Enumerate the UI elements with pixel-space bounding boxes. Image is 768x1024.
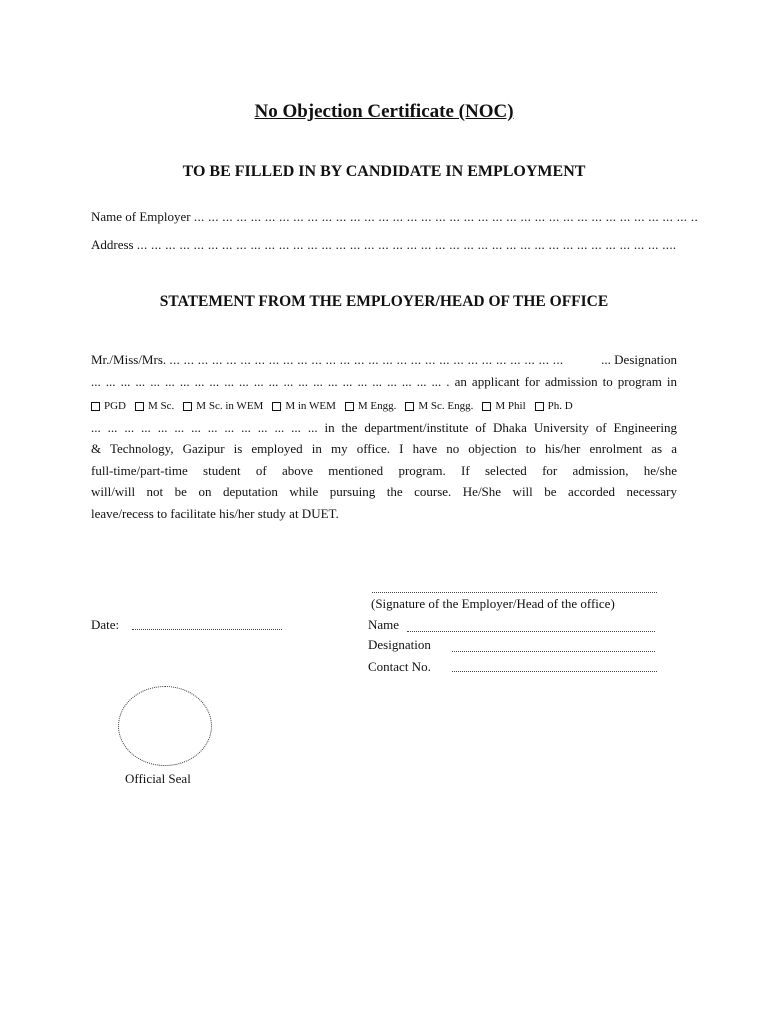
candidate-name-line[interactable]: [91, 352, 677, 368]
candidate-name-dots: ... ... ... ... ... ... ... ... ... ... ... ... ... ... ... ... ... ... ... ... ... ... ... ... ... ... ... ...: [169, 352, 564, 367]
designation-line[interactable]: ... ... ... ... ... ... ... ... ... ... ... ... ... ... ... ... ... ... ... ... ... ... ... ... . an applicant for admission to program in: [91, 374, 677, 389]
checkbox-icon[interactable]: [345, 402, 354, 411]
section-heading-candidate: TO BE FILLED IN BY CANDIDATE IN EMPLOYMENT: [182, 163, 586, 180]
checkbox-icon[interactable]: [135, 402, 144, 411]
salutation-label: Mr./Miss/Mrs.: [91, 352, 167, 367]
date-field[interactable]: [132, 629, 282, 630]
program-option-m-wem[interactable]: M in WEM: [272, 400, 336, 412]
checkbox-icon[interactable]: [482, 402, 491, 411]
contact-label: Contact No.: [368, 659, 431, 674]
program-option-m-phil[interactable]: M Phil: [482, 400, 525, 412]
program-option-m-engg[interactable]: M Engg.: [345, 400, 397, 412]
checkbox-icon[interactable]: [91, 402, 100, 411]
signature-caption: (Signature of the Employer/Head of the office): [371, 596, 615, 611]
checkbox-icon[interactable]: [405, 402, 414, 411]
designation-field[interactable]: [452, 651, 655, 652]
program-option-pgd[interactable]: PGD: [91, 400, 126, 412]
checkbox-icon[interactable]: [183, 402, 192, 411]
statement-line-1: ... ... ... ... ... ... ... ... ... ... ... ... ... ... in the department/institute of Dhaka University of Engineering: [91, 420, 677, 435]
statement-line-2: & Technology, Gazipur is employed in my office. I have no objection to his/her enrolment as a: [91, 441, 677, 456]
address-dots: ... ... ... ... ... ... ... ... ... ... ... ... ... ... ... ... ... ... ... ... ... ... ... ... ... ... ... ... ... ... ... ... ... ... ... ... ... ....: [136, 237, 677, 252]
program-option-msc-wem[interactable]: M Sc. in WEM: [183, 400, 263, 412]
program-option-phd[interactable]: Ph. D: [535, 400, 573, 412]
statement-line-4: will/will not be on deputation while pursuing the course. He/She will be accorded necessary: [91, 484, 677, 499]
designation-label: Designation: [368, 637, 431, 652]
program-option-msc-engg[interactable]: M Sc. Engg.: [405, 400, 473, 412]
designation-suffix: ... Designation: [601, 352, 677, 367]
statement-line-5: leave/recess to facilitate his/her study at DUET.: [91, 506, 339, 521]
date-label: Date:: [91, 617, 120, 632]
address-label: Address: [91, 237, 134, 252]
program-options: [91, 400, 573, 412]
program-option-msc[interactable]: M Sc.: [135, 400, 174, 412]
section-heading-employer: STATEMENT FROM THE EMPLOYER/HEAD OF THE OFFICE: [159, 293, 609, 310]
name-label: Name: [368, 617, 400, 632]
checkbox-icon[interactable]: [272, 402, 281, 411]
official-seal-label: Official Seal: [125, 771, 191, 786]
employer-name-label: Name of Employer: [91, 209, 191, 224]
statement-line-3: full-time/part-time student of above mentioned program. If selected for admission, he/she: [91, 463, 677, 478]
checkbox-icon[interactable]: [535, 402, 544, 411]
name-field[interactable]: [407, 631, 655, 632]
contact-field[interactable]: [452, 671, 657, 672]
employer-name-field[interactable]: [91, 209, 698, 225]
signature-line[interactable]: [372, 592, 657, 593]
employer-name-dots: ... ... ... ... ... ... ... ... ... ... ... ... ... ... ... ... ... ... ... ... ... ... ... ... ... ... ... ... ... ... ... ... ... ... ... ..: [193, 209, 698, 224]
address-field[interactable]: [91, 237, 676, 253]
official-seal-circle: [118, 686, 212, 766]
page-title: No Objection Certificate (NOC): [254, 101, 514, 122]
